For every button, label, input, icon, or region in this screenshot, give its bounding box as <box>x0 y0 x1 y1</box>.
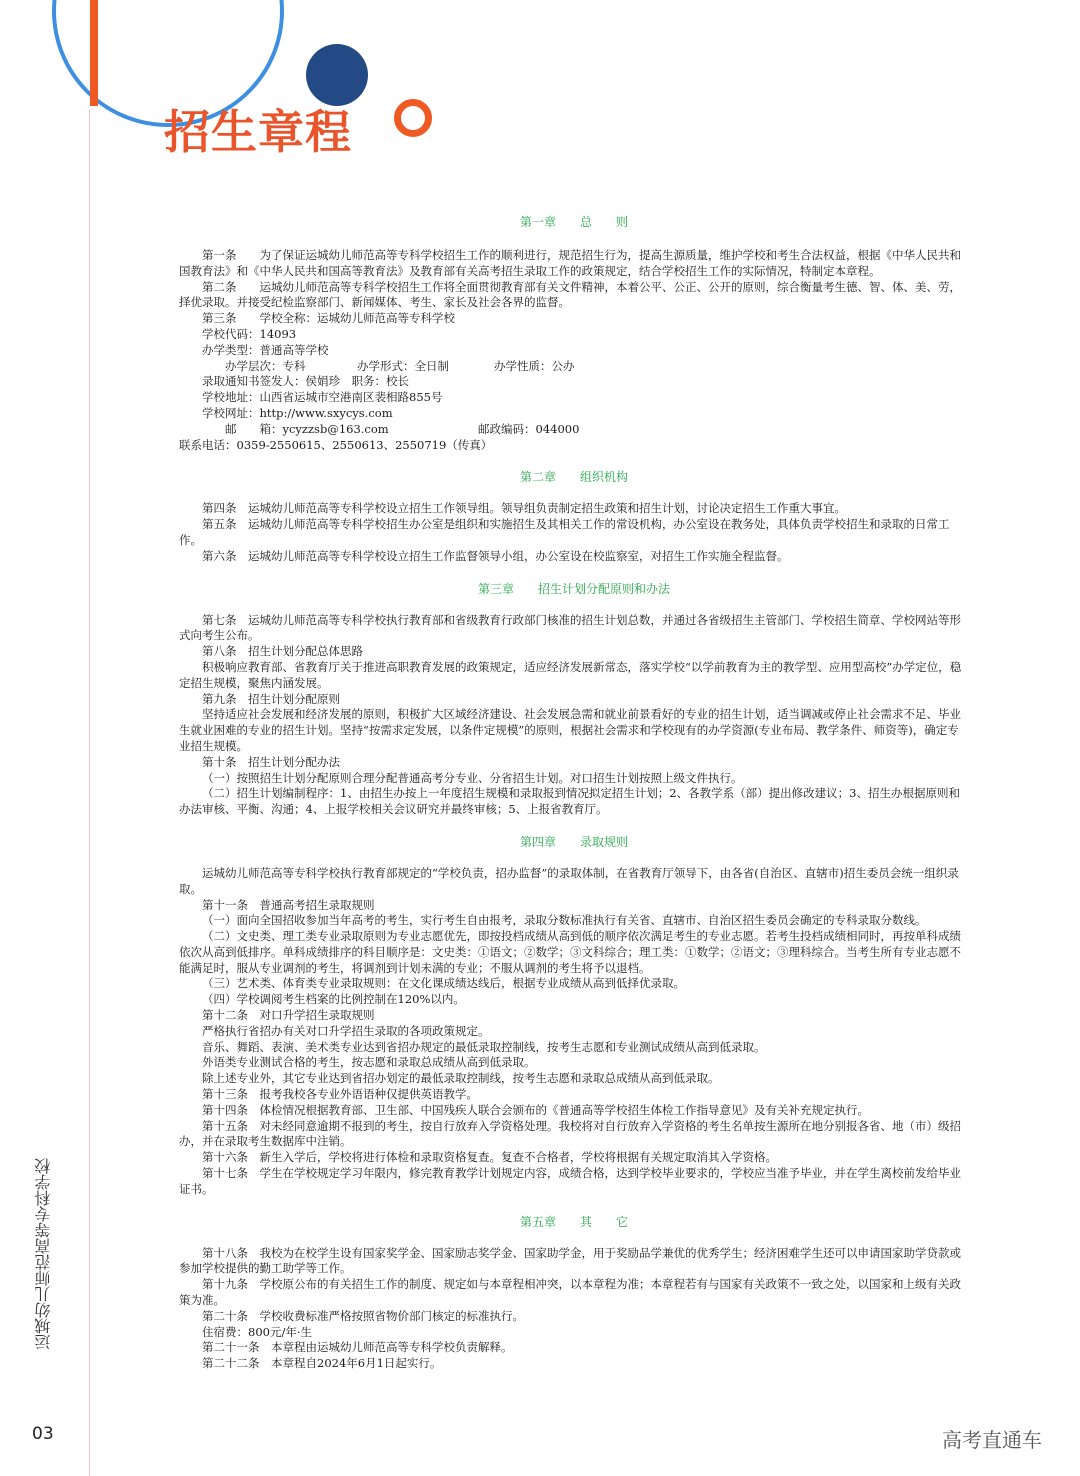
page-title: 招生章程 <box>164 105 352 159</box>
school-address: 学校地址：山西省运城市空港南区裴相路855号 <box>202 390 443 405</box>
chapter-heading: 第二章 组织机构 <box>519 470 628 485</box>
decorative-vertical-bar <box>90 0 98 106</box>
article-paragraph: 第二十条 学校收费标准严格按照省物价部门核定的标准执行。 <box>202 1308 524 1323</box>
article-paragraph: 第九条 招生计划分配原则 <box>202 691 340 706</box>
article-paragraph: 第十二条 对口升学招生录取规则 <box>202 1008 375 1023</box>
article-paragraph: （三）艺术类、体育类专业录取规则：在文化课成绩达线后，根据专业成绩从高到低择优录取。 <box>202 976 685 991</box>
chapter-heading: 第一章 总 则 <box>519 215 628 229</box>
chapter-heading: 第五章 其 它 <box>519 1214 628 1229</box>
article-paragraph: 第六条 运城幼儿师范高等专科学校设立招生工作监督领导小组，办公室设在校监察室，对招生工作实施全程监督。 <box>202 548 789 563</box>
chapter-heading: 第四章 录取规则 <box>519 834 628 849</box>
school-form: 办学形式：全日制 <box>357 358 449 373</box>
article-paragraph: 严格执行省招办有关对口升学招生录取的各项政策规定。 <box>202 1023 490 1038</box>
article-paragraph: 坚持适应社会发展和经济发展的原则，积极扩大区域经济建设、社会发展急需和就业前景看好的专业的招生计划，适当调减或停止社会需求不足、毕业生就业困难的专业的招生计划。坚持“按需求定发展，以条件定规模”的原则，根据社会需求和学校现有的办学资源(专业布局、教学条件、师资等)，确定专业招生规模。 <box>179 707 961 753</box>
school-nature: 办学性质：公办 <box>494 358 575 373</box>
school-code: 学校代码：14093 <box>202 326 297 341</box>
article-paragraph: 第十八条 我校为在校学生设有国家奖学金、国家励志奖学金、国家助学金，用于奖励品学兼优的优秀学生；经济困难学生还可以申请国家助学贷款或参加学校提供的勤工助学等工作。 <box>179 1245 961 1276</box>
article-paragraph: （一）面向全国招收参加当年高考的考生，实行考生自由报考，录取分数标准执行有关省、直辖市、自治区招生委员会确定的专科录取分数线。 <box>202 913 927 928</box>
school-info-row <box>179 359 969 375</box>
decorative-orange-ring <box>394 99 432 137</box>
accommodation-fee: 住宿费：800元/年·生 <box>202 1324 312 1339</box>
article-paragraph: 运城幼儿师范高等专科学校执行教育部规定的“学校负责，招办监督”的录取体制，在省教育厅领导下，由各省(自治区、直辖市)招生委员会统一组织录取。 <box>179 865 959 896</box>
article-paragraph: 第一条 为了保证运城幼儿师范高等专科学校招生工作的顺利进行，规范招生行为，提高生源质量，维护学校和考生合法权益，根据《中华人民共和国教育法》和《中华人民共和国高等教育法》及教育部有关高考招生录取工作的政策规定，结合学校招生工作的实际情况，特制定本章程。 <box>179 248 961 278</box>
page-number: 03 <box>32 1424 54 1444</box>
article-paragraph: 第十七条 学生在学校规定学习年限内，修完教育教学计划规定内容，成绩合格，达到学校毕业要求的，学校应当准予毕业，并在学生离校前发给毕业证书。 <box>179 1166 961 1196</box>
watermark-text: 高考直通车 <box>942 1428 1042 1452</box>
article-paragraph: （四）学校调阅考生档案的比例控制在120%以内。 <box>202 992 465 1007</box>
article-paragraph: （二）招生计划编制程序：1、由招生办按上一年度招生规模和录取报到情况拟定招生计划；2、各教学系（部）提出修改建议；3、招生办根据原则和办法审核、平衡、沟通；4、上报学校相关会议研究并最终审核；5、上报省教育厅。 <box>179 786 960 817</box>
school-type: 办学类型：普通高等学校 <box>202 342 329 357</box>
article-paragraph: 第二十二条 本章程自2024年6月1日起实行。 <box>202 1356 442 1371</box>
article-paragraph: 第十九条 学校原公布的有关招生工作的制度、规定如与本章程相冲突，以本章程为准；本章程若有与国家有关政策不一致之处，以国家和上级有关政策为准。 <box>179 1277 961 1308</box>
article-paragraph: 第十六条 新生入学后，学校将进行体检和录取资格复查。复查不合格者，学校将根据有关规定取消其入学资格。 <box>202 1150 777 1165</box>
chapter-heading: 第三章 招生计划分配原则和办法 <box>477 581 670 596</box>
school-name-vertical: 运城幼儿师范高等专科学校 <box>34 1158 53 1350</box>
article-paragraph: 第十五条 对未经同意逾期不报到的考生，按自行放弃入学资格处理。我校将对自行放弃入学资格的考生名单按生源所在地分别报各省、地（市）级招办，并在录取考生数据库中注销。 <box>179 1118 961 1149</box>
article-paragraph: （一）按照招生计划分配原则合理分配普通高考分专业、分省招生计划。对口招生计划按照上级文件执行。 <box>202 770 743 785</box>
contact-phone: 联系电话：0359-2550615、2550613、2550719（传真） <box>179 437 493 452</box>
article-paragraph: 外语类专业测试合格的考生，按志愿和录取总成绩从高到低录取。 <box>202 1055 536 1070</box>
article-paragraph: 第十四条 体检情况根据教育部、卫生部、中国残疾人联合会颁布的《普通高等学校招生体检工作指导意见》及有关补充规定执行。 <box>202 1102 869 1117</box>
article-paragraph: 第十一条 普通高考招生录取规则 <box>202 897 375 912</box>
postal-code: 邮政编码：044000 <box>478 421 580 436</box>
margin-divider <box>89 110 90 1476</box>
school-website: 学校网址：http://www.sxycys.com <box>202 405 393 420</box>
article-paragraph: 第四条 运城幼儿师范高等专科学校设立招生工作领导组。领导组负责制定招生政策和招生计划，讨论决定招生工作重大事宜。 <box>202 501 846 516</box>
school-level: 办学层次：专科 <box>225 358 306 373</box>
article-paragraph: 第十条 招生计划分配办法 <box>202 754 340 769</box>
article-paragraph: 第八条 招生计划分配总体思路 <box>202 644 363 659</box>
school-email: 邮 箱：ycyzzsb@163.com <box>225 421 389 436</box>
decorative-navy-dot <box>306 44 368 106</box>
admission-signer: 录取通知书签发人：侯娟珍 职务：校长 <box>202 374 409 389</box>
article-paragraph: （二）文史类、理工类专业录取原则为专业志愿优先，即按投档成绩从高到低的顺序依次满足考生的专业志愿。若考生投档成绩相同时，再按单科成绩依次从高到低排序。单科成绩排序的科目顺序是：文史类：①语文；②数学；③文科综合；理工类：①数学；②语文；③理科综合。当考生所有专业志愿不能满足时，服从专业调剂的考生，将调剂到计划未满的专业；不服从调剂的考生将予以退档。 <box>179 929 961 975</box>
article-paragraph: 第二条 运城幼儿师范高等专科学校招生工作将全面贯彻教育部有关文件精神，本着公平、公正、公开的原则，综合衡量考生德、智、体、美、劳，择优录取。并接受纪检监察部门、新闻媒体、考生、家长及社会各界的监督。 <box>179 279 961 310</box>
charter-content <box>179 214 969 1372</box>
article-paragraph: 积极响应教育部、省教育厅关于推进高职教育发展的政策规定，适应经济发展新常态，落实学校“以学前教育为主的教学型、应用型高校”办学定位，稳定招生规模，聚焦内涵发展。 <box>179 659 962 690</box>
article-paragraph: 第十三条 报考我校各专业外语语种仅提供英语教学。 <box>202 1087 478 1102</box>
article-paragraph: 除上述专业外，其它专业达到省招办划定的最低录取控制线，按考生志愿和录取总成绩从高到低录取。 <box>202 1071 720 1086</box>
article-paragraph: 第五条 运城幼儿师范高等专科学校招生办公室是组织和实施招生及其相关工作的常设机构，办公室设在教务处，具体负责学校招生和录取的日常工作。 <box>179 517 950 547</box>
article-paragraph: 音乐、舞蹈、表演、美术类专业达到省招办规定的最低录取控制线，按考生志愿和专业测试成绩从高到低录取。 <box>202 1039 766 1054</box>
article-paragraph: 第二十一条 本章程由运城幼儿师范高等专科学校负责解释。 <box>202 1340 513 1355</box>
article-paragraph: 第三条 学校全称：运城幼儿师范高等专科学校 <box>202 311 455 326</box>
contact-row <box>179 422 969 454</box>
article-paragraph: 第七条 运城幼儿师范高等专科学校执行教育部和省级教育行政部门核准的招生计划总数，并通过各省级招生主管部门、学校招生简章、学校网站等形式向考生公布。 <box>179 612 961 643</box>
